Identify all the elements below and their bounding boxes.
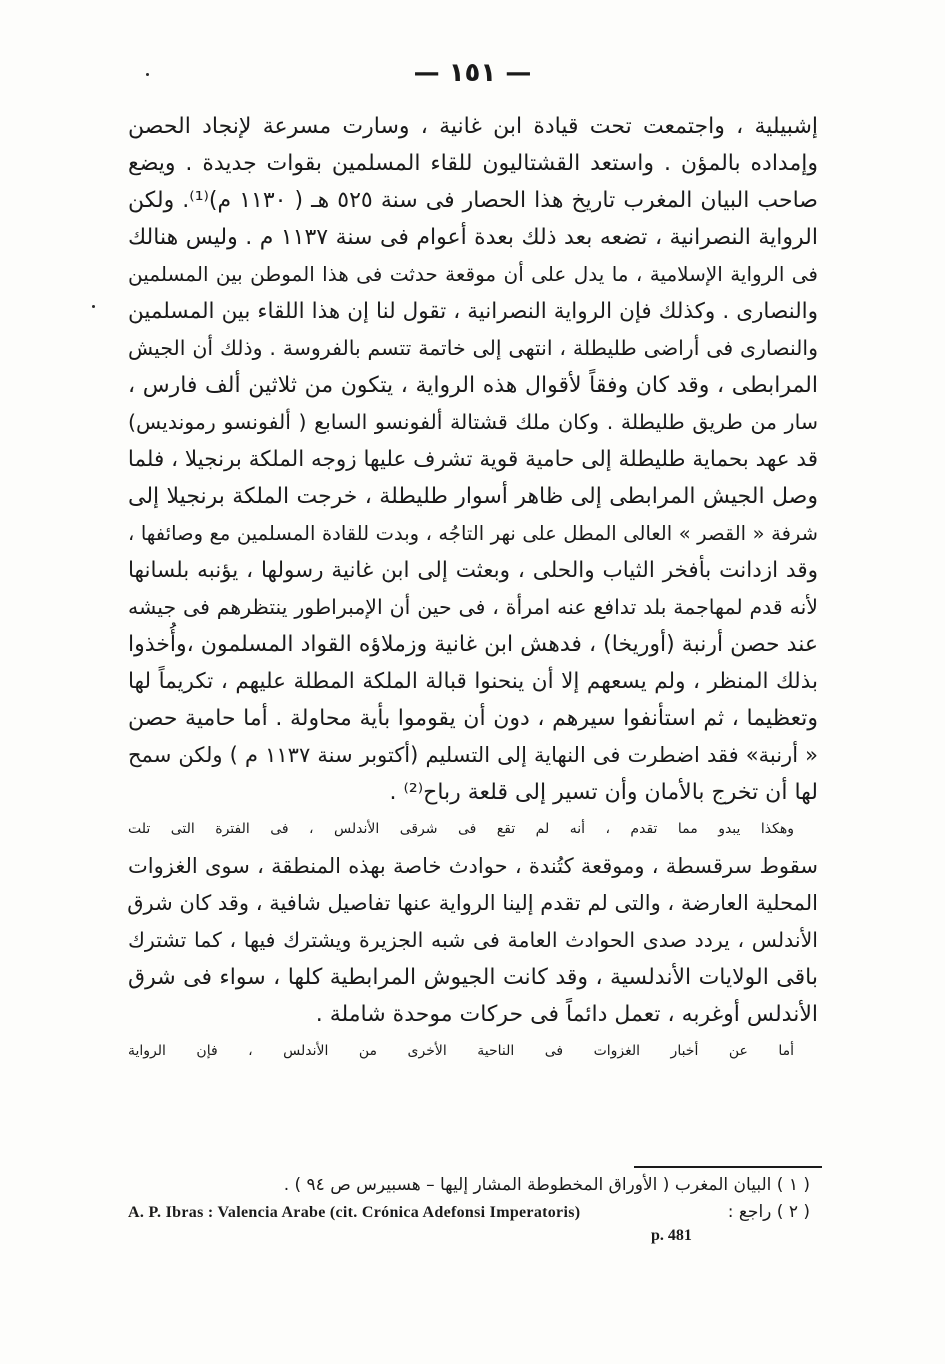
text-line: صاحب البيان المغرب تاريخ هذا الحصار فى سنة ٥٢٥ هـ ( ١١٣٠ م)⁽¹⁾. ولكن — [128, 188, 818, 213]
text-line: وإمداده بالمؤن . واستعد القشتاليون للقاء المسلمين بقوات جديدة . ويضع — [128, 151, 818, 176]
footnote-divider — [634, 1166, 822, 1168]
footnote-1: ( ١ ) البيان المغرب ( الأوراق المخطوطة المشار إليها – هسبيرس ص ٩٤ ) . — [283, 1175, 810, 1195]
text-line: عند حصن أرنبة (أوريخا) ، فدهش ابن غانية وزملاؤه القواد المسلمون ،وأُخذوا — [128, 632, 818, 657]
footnote-2-label: ( ٢ ) راجع : — [727, 1202, 810, 1222]
text-line: أما عن أخبار الغزوات فى الناحية الأخرى من الأندلس ، فإن الرواية — [128, 1043, 794, 1059]
text-line: والنصارى فى أراضى طليطلة ، انتهى إلى خاتمة تتسم بالفروسة . وذلك أن الجيش — [128, 336, 818, 360]
text-line: الأندلس أوغربه ، تعمل دائماً فى حركات موحدة شاملة . — [315, 1002, 818, 1027]
text-line: الأندلس ، يردد صدى الحوادث العامة فى شبه الجزيرة ويشترك فيها ، كما تشترك — [128, 928, 818, 952]
text-line: لها أن تخرج بالأمان وأن تسير إلى قلعة رباح⁽²⁾ . — [389, 780, 818, 805]
text-line: سقوط سرقسطة ، وموقعة كتُندة ، حوادث خاصة بهذه المنطقة ، سوى الغزوات — [128, 854, 818, 878]
footnote-2-page: p. 481 — [651, 1227, 692, 1244]
footnote-2 — [128, 1199, 818, 1226]
text-line: فى الرواية الإسلامية ، ما يدل على أن موقعة حدثت فى هذا الموطن بين المسلمين — [128, 262, 818, 286]
body-text — [128, 108, 818, 1070]
text-line: المرابطى ، وقد كان وفقاً لأقوال هذه الرواية ، يتكون من ثلاثين ألف فارس ، — [128, 373, 818, 398]
text-line: لأنه قدم لمهاجمة بلد تدافع عنه امرأة ، فى حين أن الإمبراطور ينتظرهم فى جيشه — [128, 595, 818, 619]
text-line: والنصارى . وكذلك فإن الرواية النصرانية ، تقول لنا إن هذا اللقاء بين المسلمين — [128, 299, 818, 324]
text-line: شرفة « القصر » العالى المطل على نهر التاجُه ، وبدت للقادة المسلمين مع وصائفها ، — [128, 522, 818, 545]
page-number: — ١٥١ — — [413, 58, 532, 88]
footnote-2-citation: A. P. Ibras : Valencia Arabe (cit. Crónica Adefonsi Imperatoris) — [128, 1204, 581, 1221]
text-line: إشبيلية ، واجتمعت تحت قيادة ابن غانية ، وسارت مسرعة لإنجاد الحصن — [128, 114, 818, 139]
text-line: سار من طريق طليطلة . وكان ملك قشتالة ألفونسو السابع ( ألفونسو رمونديس) — [128, 410, 818, 434]
text-line: وتعظيما ، ثم استأنفوا سيرهم ، دون أن يقوموا بأية محاولة . أما حامية حصن — [128, 706, 818, 731]
text-line: قد عهد بحماية طليطلة إلى حامية قوية تشرف عليها زوجه الملكة برنجيلا ، فلما — [127, 447, 818, 472]
text-line: بذلك المنظر ، ولم يسعهم إلا أن ينحنوا قبالة الملكة المطلة عليهم ، تكريماً لها — [128, 669, 818, 694]
text-line: باقى الولايات الأندلسية ، وقد كانت الجيوش المرابطية كلها ، سواء فى شرق — [128, 965, 818, 990]
text-line: « أرنبة» فقد اضطرت فى النهاية إلى التسليم (أكتوبر سنة ١١٣٧ م ) ولكن سمح — [128, 743, 819, 767]
scan-speck — [92, 305, 95, 308]
text-line: المحلية العارضة ، والتى لم تقدم إلينا الرواية عنها تفاصيل شافية ، وقد كان شرق — [127, 891, 818, 915]
footnotes — [128, 1172, 818, 1226]
scan-speck — [146, 73, 149, 76]
text-line: الرواية النصرانية ، تضعه بعد ذلك بعدة أعوام فى سنة ١١٣٧ م . وليس هنالك — [128, 225, 818, 250]
text-line: وهكذا يبدو مما تقدم ، أنه لم تقع فى شرقى الأندلس ، فى الفترة التى تلت — [128, 821, 794, 837]
text-line: وصل الجيش المرابطى إلى ظاهر أسوار طليطلة ، خرجت الملكة برنجيلا إلى — [128, 484, 818, 509]
text-line: وقد ازدانت بأفخر الثياب والحلى ، وبعثت إلى ابن غانية رسولها ، يؤنبه بلسانها — [128, 558, 818, 583]
